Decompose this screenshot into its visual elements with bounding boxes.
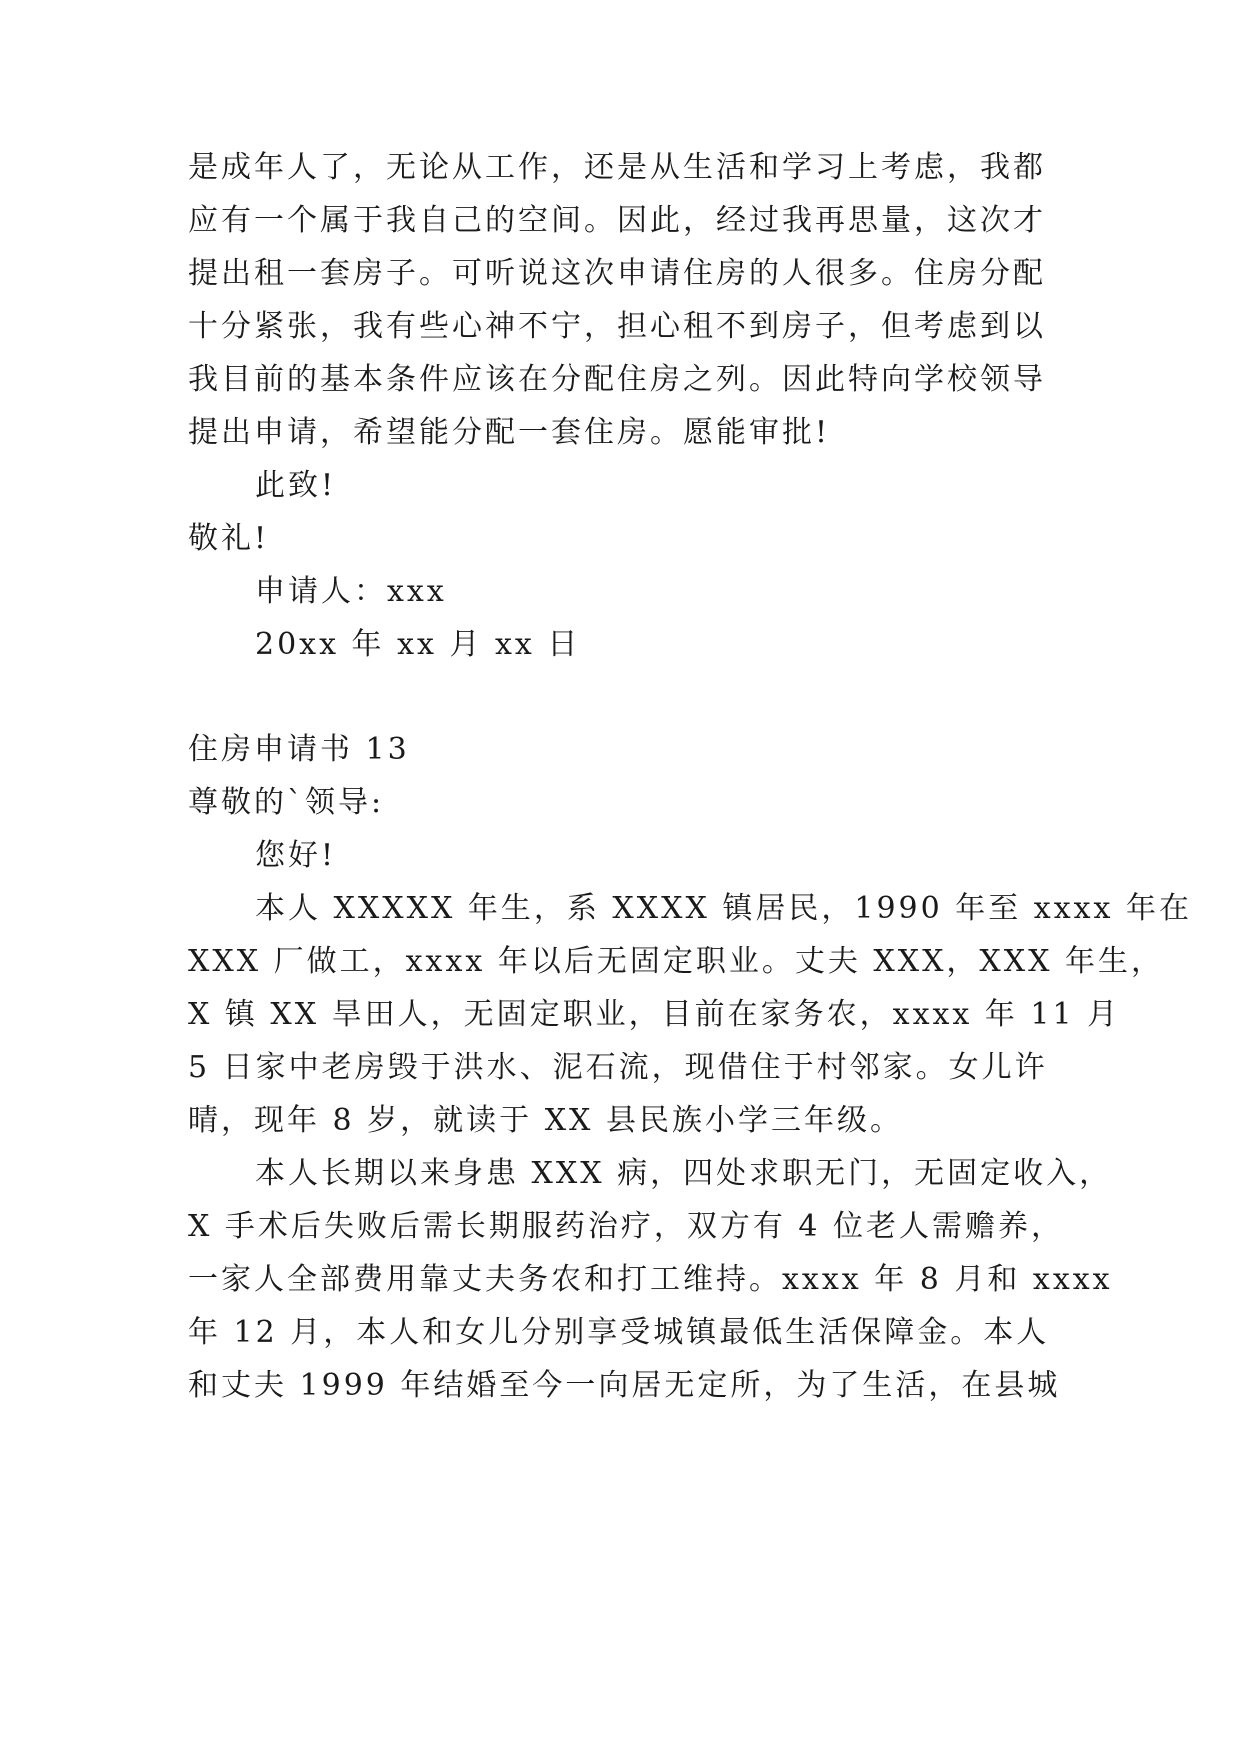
body-text-line: 和丈夫 1999 年结婚至今一向居无定所，为了生活，在县城 (188, 1368, 1061, 1403)
body-text-line: 本人长期以来身患 XXX 病，四处求职无门，无固定收入， (255, 1156, 1113, 1191)
body-text-line: 提出租一套房子。可听说这次申请住房的人很多。住房分配 (188, 256, 1046, 291)
salute-text: 敬礼! (188, 521, 270, 556)
body-text-line: 晴，现年 8 岁，就读于 XX 县民族小学三年级。 (188, 1103, 903, 1138)
body-text-line: XXX 厂做工，xxxx 年以后无固定职业。丈夫 XXX，XXX 年生， (188, 944, 1165, 979)
body-text-line: X 手术后失败后需长期服药治疗，双方有 4 位老人需赡养， (188, 1209, 1065, 1244)
body-text-line: 5 日家中老房毁于洪水、泥石流，现借住于村邻家。女儿许 (188, 1050, 1048, 1085)
body-text-line: X 镇 XX 旱田人，无固定职业，目前在家务农，xxxx 年 11 月 (188, 997, 1121, 1032)
body-text-line: 十分紧张，我有些心神不宁，担心租不到房子，但考虑到以 (188, 309, 1046, 344)
body-text-line: 年 12 月，本人和女儿分别享受城镇最低生活保障金。本人 (188, 1315, 1050, 1350)
applicant-signature: 申请人：xxx (255, 574, 447, 609)
body-text-line: 本人 XXXXX 年生，系 XXXX 镇居民，1990 年至 xxxx 年在 (255, 891, 1192, 926)
addressee-line: 尊敬的`领导: (188, 785, 385, 820)
body-text-line: 应有一个属于我自己的空间。因此，经过我再思量，这次才 (188, 203, 1046, 238)
date-line: 20xx 年 xx 月 xx 日 (255, 627, 581, 662)
section-title: 住房申请书 13 (188, 732, 410, 767)
greeting-line: 您好! (255, 838, 337, 873)
body-text-line: 是成年人了，无论从工作，还是从生活和学习上考虑，我都 (188, 150, 1046, 185)
body-text-line: 我目前的基本条件应该在分配住房之列。因此特向学校领导 (188, 362, 1046, 397)
body-text-line: 提出申请，希望能分配一套住房。愿能审批! (188, 415, 831, 450)
body-text-line: 一家人全部费用靠丈夫务农和打工维持。xxxx 年 8 月和 xxxx (188, 1262, 1113, 1297)
closing-text: 此致! (255, 468, 337, 503)
